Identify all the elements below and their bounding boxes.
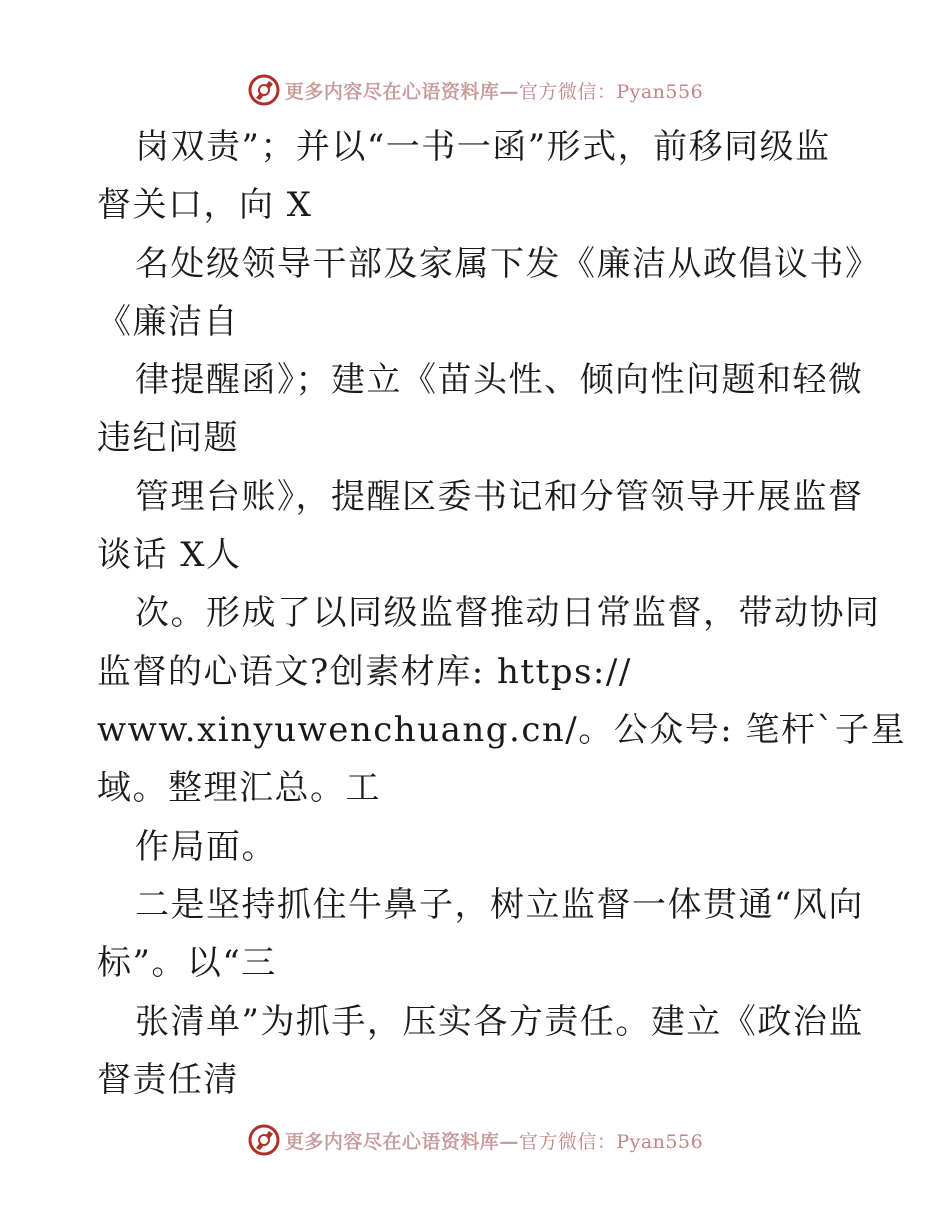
body-line: 二是坚持抓住牛鼻子，树立监督一体贯通“风向 — [135, 885, 864, 925]
body-line: 《廉洁自 — [97, 302, 239, 342]
body-line: 标”。以“三 — [97, 943, 277, 983]
body-line: 张清单”为抓手，压实各方责任。建立《政治监 — [135, 1002, 864, 1042]
footer-watermark — [0, 1120, 950, 1160]
watermark-text: 更多内容尽在心语资料库—官方微信：Pyan556 — [284, 80, 704, 103]
document-body — [0, 118, 950, 1108]
watermark-text: 更多内容尽在心语资料库—官方微信：Pyan556 — [284, 1130, 704, 1153]
body-line: 域。整理汇总。工 — [97, 768, 381, 808]
body-line: 谈话 X人 — [97, 535, 242, 575]
body-line: 管理台账》，提醒区委书记和分管领导开展监督 — [135, 477, 864, 517]
header-watermark — [0, 70, 950, 110]
body-line: 次。形成了以同级监督推动日常监督，带动协同 — [135, 593, 881, 633]
body-line: 作局面。 — [135, 827, 277, 867]
body-line: 督关口，向 X — [97, 185, 313, 225]
brand-logo-icon — [247, 1123, 281, 1157]
brand-logo-icon — [247, 73, 281, 107]
body-line: 监督的心语文?创素材库: https:// — [97, 652, 632, 692]
body-line: 督责任清 — [97, 1060, 239, 1100]
body-line: 岗双责”；并以“一书一函”形式，前移同级监 — [135, 127, 831, 167]
body-line: www.xinyuwenchuang.cn/。公众号: 笔杆`子星 — [97, 710, 906, 750]
body-line: 名处级领导干部及家属下发《廉洁从政倡议书》 — [135, 244, 881, 284]
body-line: 律提醒函》；建立《苗头性、倾向性问题和轻微 — [135, 360, 864, 400]
body-line: 违纪问题 — [97, 418, 239, 458]
